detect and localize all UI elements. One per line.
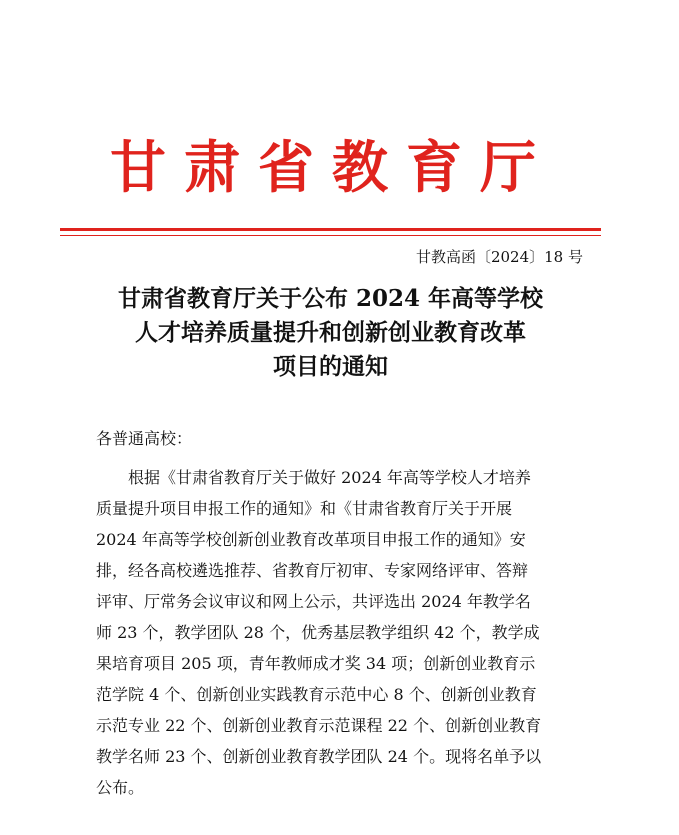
body-line: 质量提升项目申报工作的通知》和《甘肃省教育厅关于开展	[96, 499, 513, 518]
red-rule-thick	[60, 228, 601, 231]
body-line: 师 23 个，教学团队 28 个，优秀基层教学组织 42 个，教学成	[96, 623, 540, 642]
title-line: 人才培养质量提升和创新创业教育改革	[135, 319, 526, 346]
body-line: 评审、厅常务会议审议和网上公示，共评选出 2024 年教学名	[96, 592, 531, 611]
body-line: 教学名师 23 个、创新创业教育教学团队 24 个。现将名单予以	[96, 747, 542, 766]
document-number: 甘教高函〔2024〕18 号	[415, 248, 583, 266]
title-line: 甘肃省教育厅关于公布 2024 年高等学校	[117, 285, 544, 312]
body-line: 公布。	[96, 778, 145, 797]
body-line: 果培育项目 205 项，青年教师成才奖 34 项；创新创业教育示	[96, 654, 536, 673]
masthead-title: 甘肃省教育厅	[110, 135, 554, 201]
document-title	[60, 282, 601, 384]
body-line: 排，经各高校遴选推荐、省教育厅初审、专家网络评审、答辩	[96, 561, 529, 580]
body-paragraph	[96, 462, 596, 803]
title-line: 项目的通知	[273, 353, 388, 380]
body-line: 根据《甘肃省教育厅关于做好 2024 年高等学校人才培养	[128, 468, 531, 487]
body-line: 2024 年高等学校创新创业教育改革项目申报工作的通知》安	[96, 530, 526, 549]
salutation: 各普通高校：	[96, 429, 193, 448]
body-line: 范学院 4 个、创新创业实践教育示范中心 8 个、创新创业教育	[96, 685, 537, 704]
red-rule-thin	[60, 235, 601, 236]
body-line: 示范专业 22 个、创新创业教育示范课程 22 个、创新创业教育	[96, 716, 542, 735]
